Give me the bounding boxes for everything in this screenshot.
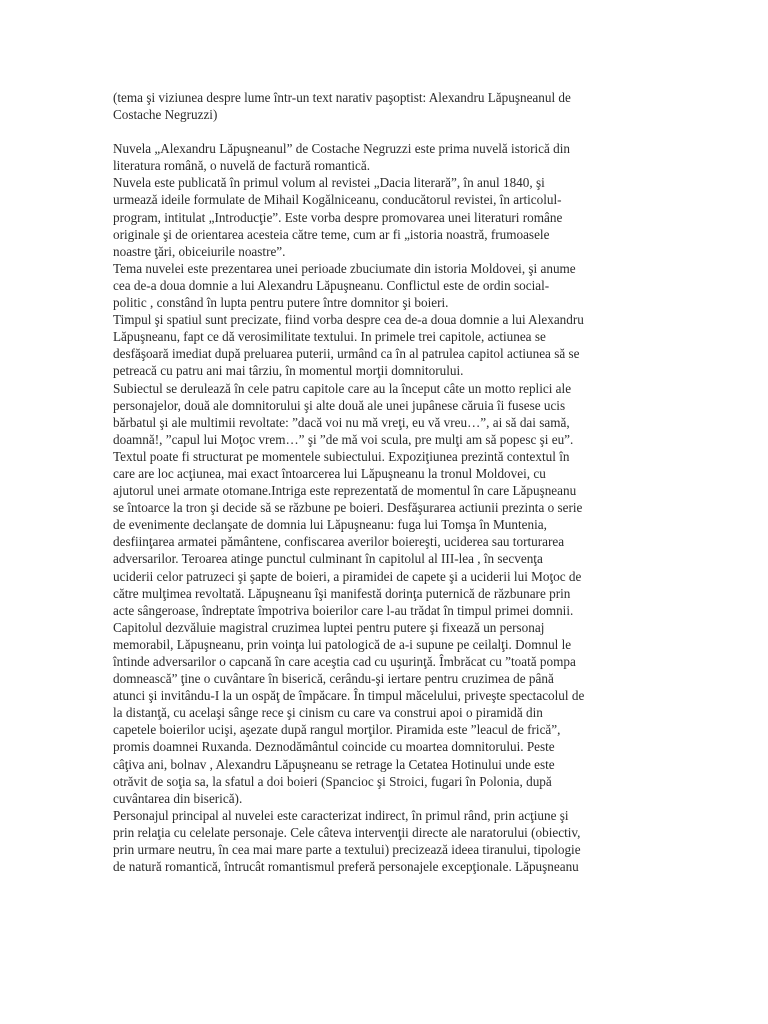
paragraph xyxy=(113,140,659,174)
text-line: Lăpuşneanu, fapt ce dă verosimilitate textului. In primele trei capitole, actiunea se xyxy=(113,329,546,345)
title-line: (tema şi viziunea despre lume într-un text narativ paşoptist: Alexandru Lăpuşneanul de xyxy=(113,90,571,105)
text-line: Nuvela este publicată în primul volum al revistei „Dacia literară”, în anul 1840, şi xyxy=(113,175,545,191)
text-line: doamnă!, ”capul lui Moţoc vrem…” şi ”de mă voi scula, pre mulţi am să popesc şi eu”. xyxy=(113,431,574,447)
text-line: ajutorul unei armate otomane.Intriga este reprezentată de momentul în care Lăpuşneanu xyxy=(113,483,577,499)
text-line: de natură romantică, întrucât romantismul preferă personajele excepţionale. Lăpuşneanu xyxy=(113,859,579,875)
text-line: la distanţă, cu acelaşi sânge rece şi cinism cu care va construi apoi o piramidă din xyxy=(113,705,543,721)
text-line: care are loc acţiunea, mai exact întoarcerea lui Lăpuşneanu la tronul Moldovei, cu xyxy=(113,465,546,481)
paragraph xyxy=(113,174,659,259)
paragraph xyxy=(113,807,659,875)
paragraph xyxy=(113,448,659,807)
text-line: politic , constând în lupta pentru putere între domnitor şi boieri. xyxy=(113,295,449,311)
text-line: uciderii celor patruzeci şi şapte de boieri, a piramidei de capete şi a uciderii lui Moţoc de xyxy=(113,568,582,584)
text-line: Timpul şi spatiul sunt precizate, fiind vorba despre cea de-a doua domnie a lui Alexandru xyxy=(113,312,584,328)
text-line: Capitolul dezvăluie magistral cruzimea luptei pentru putere şi fixează un personaj xyxy=(113,619,545,635)
text-line: acte sângeroase, îndreptate împotriva boierilor care l-au trădat în timpul primei domnii. xyxy=(113,602,574,618)
text-line: capetele boierilor ucişi, aşezate după rangul morţilor. Piramida este ”leacul de frică”, xyxy=(113,722,561,738)
text-line: cea de-a doua domnie a lui Alexandru Lăpuşneanu. Conflictul este de ordin social- xyxy=(113,277,550,293)
text-line: desfăşoară imediat după preluarea puterii, urmând ca în al patrulea capitol actiunea să se xyxy=(113,346,580,362)
title-line: Costache Negruzzi) xyxy=(113,107,218,123)
text-line: personajelor, două ale domnitorului şi alte două ale unei jupânese căruia îi fusese ucis xyxy=(113,397,566,413)
text-line: adversarilor. Teroarea atinge punctul culminant în capitolul al III-lea , în secvenţa xyxy=(113,551,543,567)
text-line: literatura română, o nuvelă de factură romantică. xyxy=(113,158,371,174)
document-page xyxy=(113,89,659,875)
text-line: cuvântarea din biserică). xyxy=(113,790,243,806)
text-line: Nuvela „Alexandru Lăpuşneanul” de Costache Negruzzi este prima nuvelă istorică din xyxy=(113,141,570,157)
text-line: Subiectul se derulează în cele patru capitole care au la început câte un motto replici ale xyxy=(113,380,572,396)
text-line: de evenimente declanşate de domnia lui Lăpuşneanu: fuga lui Tomşa în Muntenia, xyxy=(113,517,547,533)
text-line: atunci şi invitându-I la un ospăţ de împăcare. În timpul măcelului, priveşte spectacolul de xyxy=(113,688,585,704)
text-line: către mulţimea revoltată. Lăpuşneanu îşi manifestă dorinţa puternică de răzbunare prin xyxy=(113,585,571,601)
text-line: bărbatul şi ale multimii revoltate: ”dacă voi nu mă vreţi, eu vă vreu…”, ai să dai samă, xyxy=(113,414,570,430)
text-line: program, intitulat „Introducţie”. Este vorba despre promovarea unei literaturi române xyxy=(113,209,563,225)
text-line: prin relaţia cu celelate personaje. Cele câteva intervenţii directe ale naratorului (obiectiv, xyxy=(113,824,581,840)
text-line: Tema nuvelei este prezentarea unei perioade zbuciumate din istoria Moldovei, şi anume xyxy=(113,260,576,276)
text-line: otrăvit de soţia sa, la sfatul a doi boieri (Spancioc şi Stroici, fugari în Polonia, după xyxy=(113,773,552,789)
text-line: memorabil, Lăpuşneanu, prin voinţa lui patologică de a-i supune pe ceilalţi. Domnul le xyxy=(113,636,572,652)
text-line: desfiinţarea armatei pământene, confiscarea averilor boiereşti, uciderea sau torturarea xyxy=(113,534,565,550)
text-line: domnească” ţine o cuvântare în biserică, cerându-şi iertare pentru cruzimea de până xyxy=(113,671,554,687)
text-line: prin urmare neutru, în cea mai mare parte a textului) precizează ideea tiranului, tipologie xyxy=(113,842,581,858)
document-body xyxy=(113,140,659,875)
document-title xyxy=(113,89,659,123)
text-line: originale şi de orientarea acesteia către teme, cum ar fi „istoria noastră, frumoasele xyxy=(113,226,550,242)
text-line: noastre ţări, obiceiurile noastre”. xyxy=(113,243,286,259)
paragraph xyxy=(113,260,659,311)
text-line: Personajul principal al nuvelei este caracterizat indirect, în primul rând, prin acţiune şi xyxy=(113,807,569,823)
text-line: petreacă cu patru ani mai târziu, în momentul morţii domnitorului. xyxy=(113,363,464,379)
text-line: Textul poate fi structurat pe momentele subiectului. Expoziţiunea prezintă contextul în xyxy=(113,448,570,464)
text-line: câţiva ani, bolnav , Alexandru Lăpuşneanu se retrage la Cetatea Hotinului unde este xyxy=(113,756,555,772)
text-line: promis doamnei Ruxanda. Deznodământul coincide cu moartea domnitorului. Peste xyxy=(113,739,555,755)
text-line: întinde adversarilor o capcană în care aceştia cad cu uşurinţă. Îmbrăcat cu ”toată pompa xyxy=(113,654,576,669)
paragraph xyxy=(113,311,659,379)
text-line: se întoarce la tron şi decide să se răzbune pe boieri. Desfăşurarea actiunii prezinta o serie xyxy=(113,500,583,516)
paragraph xyxy=(113,380,659,448)
text-line: urmează ideile formulate de Mihail Kogălniceanu, conducătorul revistei, în articolul- xyxy=(113,192,562,208)
